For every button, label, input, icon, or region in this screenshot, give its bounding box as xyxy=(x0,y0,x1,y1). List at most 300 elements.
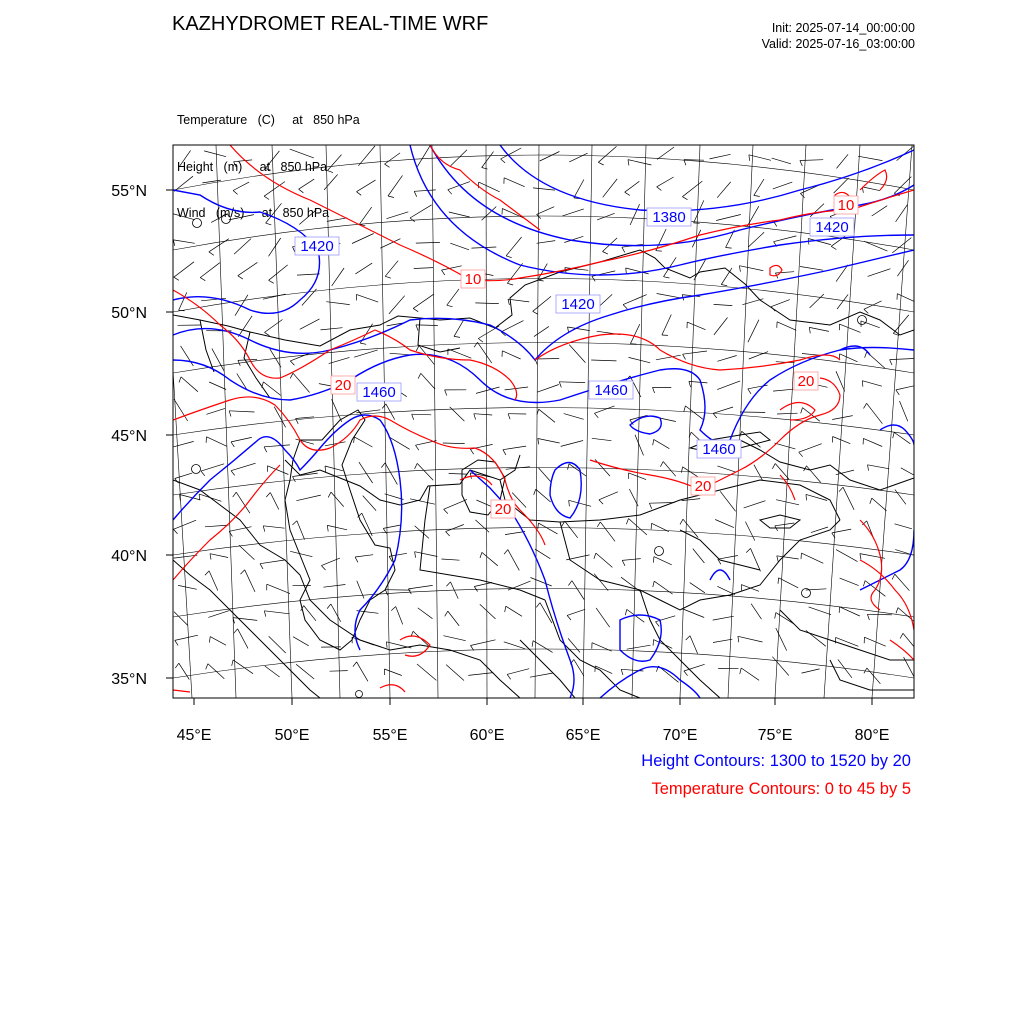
wind-barb xyxy=(263,382,280,396)
wind-barb-tick xyxy=(293,521,297,525)
wind-barb-tick xyxy=(863,581,865,587)
wind-barb-tick xyxy=(559,382,561,388)
wind-barb xyxy=(363,496,376,511)
wind-barb xyxy=(417,463,433,480)
height-contour-labels xyxy=(295,208,854,458)
wind-barb xyxy=(441,559,459,560)
wind-barb xyxy=(538,439,560,444)
wind-barb xyxy=(209,382,226,390)
wind-barb xyxy=(418,608,433,619)
wind-barb-tick xyxy=(893,432,895,438)
longitude-axis xyxy=(177,698,890,744)
wind-barb xyxy=(754,179,764,195)
wind-barb xyxy=(297,274,320,275)
wind-barb-tick xyxy=(470,449,473,454)
wind-barb xyxy=(264,182,285,197)
wind-barb xyxy=(600,522,615,541)
wind-barb-tick xyxy=(382,404,386,409)
wind-barb xyxy=(837,294,848,309)
wind-barb xyxy=(290,551,312,556)
latitude-axis xyxy=(111,183,173,688)
wind-barb-tick xyxy=(445,390,447,396)
wind-barb-tick xyxy=(651,523,652,529)
wind-barb-tick xyxy=(809,327,810,333)
wind-barb xyxy=(843,487,854,510)
wind-barb xyxy=(444,636,466,641)
wind-barb xyxy=(417,146,430,168)
wind-barb xyxy=(629,519,647,535)
svg-text:1420: 1420 xyxy=(561,296,595,313)
wind-barb xyxy=(201,464,224,471)
wind-barb xyxy=(591,360,616,361)
wind-barb xyxy=(385,463,397,485)
wind-barb-tick xyxy=(229,411,231,417)
wind-barb xyxy=(657,177,674,187)
wind-barb xyxy=(447,289,459,305)
wind-barb-tick xyxy=(508,299,509,305)
wind-barb-tick xyxy=(621,669,623,675)
wind-barb-tick xyxy=(263,526,265,532)
wind-barb xyxy=(895,574,910,591)
wind-barb-tick xyxy=(536,603,540,608)
wind-barb-tick xyxy=(680,519,683,524)
wind-barb-tick xyxy=(594,553,596,559)
wind-barb-tick xyxy=(412,414,414,420)
wind-barb-tick xyxy=(327,604,331,609)
wind-barb xyxy=(239,545,255,560)
wind-barb-tick xyxy=(474,587,477,592)
wind-barb xyxy=(713,639,732,642)
wind-barb xyxy=(533,641,553,653)
wind-barb-tick xyxy=(391,607,395,611)
wind-barb xyxy=(596,553,613,567)
wind-barb xyxy=(331,492,344,507)
wind-barb xyxy=(454,320,464,336)
wind-barb xyxy=(408,585,432,589)
wind-barb xyxy=(900,401,908,421)
wind-barb-tick xyxy=(508,414,510,420)
temp-label-20-northeast xyxy=(794,372,818,390)
wind-barb xyxy=(799,444,822,453)
wind-barb-tick xyxy=(266,493,270,498)
wind-barb-tick xyxy=(200,278,205,281)
wind-barb-tick xyxy=(232,660,233,666)
wind-barb xyxy=(235,295,248,316)
wind-barb-tick xyxy=(325,466,326,472)
wind-barb xyxy=(412,414,432,415)
wind-barb xyxy=(836,637,859,646)
wind-barb xyxy=(567,609,585,615)
wind-barb xyxy=(267,584,290,593)
wind-barb xyxy=(209,239,229,252)
wind-barb-tick xyxy=(682,197,687,200)
wind-barb-tick xyxy=(175,640,178,645)
wind-barb xyxy=(810,204,824,217)
wind-barb xyxy=(174,441,194,446)
wind-barb xyxy=(385,153,401,164)
wind-barb-tick xyxy=(865,352,867,358)
wind-barb-tick xyxy=(445,611,448,616)
wind-barb xyxy=(299,179,315,189)
svg-text:1380: 1380 xyxy=(652,209,686,226)
wind-barb-tick xyxy=(623,305,627,309)
wind-barb xyxy=(331,604,341,622)
wind-barb xyxy=(592,438,612,440)
wind-barb xyxy=(264,445,290,447)
wind-barb xyxy=(693,549,705,563)
wind-barb xyxy=(474,582,492,586)
wind-barb xyxy=(569,500,591,506)
wind-barb-tick xyxy=(386,590,388,596)
wind-barb xyxy=(212,349,224,372)
wind-barb xyxy=(657,147,674,159)
wind-barb xyxy=(450,243,469,250)
wind-barb-tick xyxy=(388,196,394,198)
wind-barb xyxy=(446,525,464,532)
wind-barb xyxy=(329,357,350,363)
init-time: Init: 2025-07-14_00:00:00 xyxy=(771,21,915,35)
wind-barb xyxy=(209,571,218,591)
wind-barb-tick xyxy=(179,377,181,383)
wind-barb xyxy=(299,210,316,225)
wind-barb-tick xyxy=(385,276,391,278)
wind-barb xyxy=(559,382,585,383)
wind-barb xyxy=(503,446,526,450)
temp-label-10-west xyxy=(461,270,485,288)
wind-barb xyxy=(872,498,887,511)
wind-barb-tick xyxy=(748,389,751,394)
wind-barb-tick xyxy=(328,492,331,497)
wind-barb xyxy=(572,581,584,600)
wind-barb xyxy=(383,525,401,529)
wind-barb-tick xyxy=(360,343,366,344)
wind-barb xyxy=(207,437,227,447)
wind-barb xyxy=(836,550,858,562)
wind-barb xyxy=(721,268,732,285)
wind-barb xyxy=(323,585,345,588)
wind-barb-tick xyxy=(444,509,448,513)
wind-barb-tick xyxy=(241,570,245,574)
wind-barb xyxy=(539,523,558,534)
wind-barb xyxy=(868,269,891,277)
wind-barb-tick xyxy=(507,674,511,679)
wind-barb xyxy=(535,359,559,360)
wind-barb xyxy=(569,153,587,162)
wind-barb xyxy=(751,604,761,620)
wind-barb xyxy=(654,439,670,448)
lon-tick-60: 60°E xyxy=(469,727,505,744)
wind-barb xyxy=(596,608,610,627)
wind-barb xyxy=(772,657,788,676)
wind-barb xyxy=(357,662,368,681)
wind-barb xyxy=(181,377,198,392)
wind-barb xyxy=(233,182,249,190)
wind-barb-tick xyxy=(355,557,358,562)
wind-barb xyxy=(533,296,551,311)
wind-barb xyxy=(774,236,797,242)
wind-barb xyxy=(229,411,254,412)
wind-barb-tick xyxy=(684,406,686,412)
wind-barb-tick xyxy=(408,589,411,594)
wind-barb xyxy=(506,606,522,616)
wind-barb xyxy=(837,154,849,168)
wind-barb xyxy=(745,522,754,541)
wind-barb-tick xyxy=(900,633,903,638)
wind-barb xyxy=(893,315,909,334)
wind-barb-tick xyxy=(209,252,214,256)
lat-tick-35: 35°N xyxy=(111,671,147,688)
wind-barb xyxy=(480,604,496,619)
wind-barb-tick xyxy=(474,414,476,420)
svg-text:20: 20 xyxy=(334,377,352,394)
wind-barb xyxy=(296,495,320,501)
wind-barb xyxy=(622,559,641,561)
wind-barb-tick xyxy=(413,308,418,311)
wind-barb xyxy=(479,182,500,192)
wind-barb xyxy=(623,295,647,305)
lon-tick-70: 70°E xyxy=(662,727,698,744)
wind-barb xyxy=(359,207,371,224)
wind-barb xyxy=(448,349,471,358)
wind-barb xyxy=(809,327,829,331)
wind-barb xyxy=(628,160,651,165)
wind-barb-tick xyxy=(664,277,670,278)
wind-barb xyxy=(421,373,435,389)
wind-barb xyxy=(890,358,916,359)
wind-barb-tick xyxy=(293,247,295,253)
wind-barb xyxy=(446,665,464,681)
wind-barb-tick xyxy=(269,280,274,283)
wind-barb-tick xyxy=(594,413,598,418)
wind-barb xyxy=(717,586,735,594)
wind-barb-tick xyxy=(260,564,263,569)
wind-barb-tick xyxy=(381,463,385,468)
wind-barb-tick xyxy=(442,270,445,275)
wind-barb xyxy=(265,320,283,333)
wind-barb xyxy=(388,175,403,196)
wind-barb xyxy=(717,356,736,362)
temp-label-20-west xyxy=(331,376,355,394)
wind-barb xyxy=(864,637,885,646)
field-height: Height (m) at 850 hPa xyxy=(177,159,328,174)
wind-barb-tick xyxy=(265,169,271,171)
wind-barb xyxy=(269,238,281,256)
wind-barb xyxy=(896,205,908,222)
svg-text:20: 20 xyxy=(694,478,712,495)
wind-barb xyxy=(290,149,314,158)
wind-barb-tick xyxy=(482,168,488,170)
wind-barb-tick xyxy=(264,611,266,617)
wind-barb-tick xyxy=(660,462,663,467)
wind-barb-tick xyxy=(206,664,208,670)
wind-barb xyxy=(245,570,255,592)
wind-barb-tick xyxy=(568,581,572,586)
temperature-legend: Temperature Contours: 0 to 45 by 5 xyxy=(651,780,911,798)
wind-barb xyxy=(504,178,525,187)
wind-barb-tick xyxy=(446,532,450,536)
wind-barb xyxy=(297,521,305,540)
wind-barb-tick xyxy=(416,445,419,450)
wind-barb-tick xyxy=(532,641,533,647)
wind-barb xyxy=(717,381,740,390)
wind-barb xyxy=(603,179,618,197)
wind-barb xyxy=(896,385,916,390)
wind-barb xyxy=(714,318,728,335)
wind-barb-tick xyxy=(896,608,898,614)
wind-barb xyxy=(231,437,252,442)
wind-barb-tick xyxy=(210,554,211,560)
wind-barb-tick xyxy=(231,442,234,447)
wind-barb xyxy=(210,637,226,646)
wind-barb-tick xyxy=(628,160,629,166)
wind-barb xyxy=(304,606,316,621)
wind-barb xyxy=(713,616,734,620)
wind-barb xyxy=(238,629,248,649)
wind-barb-tick xyxy=(625,609,627,615)
temperature-contour-labels xyxy=(331,196,858,518)
wind-barb xyxy=(627,645,651,649)
wind-barb-tick xyxy=(175,663,179,668)
wind-barb xyxy=(356,294,378,302)
wind-barb xyxy=(858,156,882,160)
wind-barb xyxy=(260,560,285,564)
wind-barb xyxy=(775,443,796,449)
wind-barb xyxy=(327,525,347,529)
wind-barb xyxy=(354,437,372,447)
wind-barb-tick xyxy=(505,606,506,612)
wind-barb-tick xyxy=(739,266,740,272)
wind-barb xyxy=(840,578,859,586)
wind-barb xyxy=(687,322,705,330)
wind-barb xyxy=(682,181,702,197)
wind-barb xyxy=(536,489,551,502)
wind-barb xyxy=(180,495,201,500)
wind-barb-tick xyxy=(173,240,174,246)
wind-barb xyxy=(662,315,671,336)
wind-barb xyxy=(234,239,251,255)
wind-barb-tick xyxy=(534,489,536,495)
wind-barb xyxy=(507,263,522,283)
wind-barb xyxy=(389,296,405,314)
wind-barb xyxy=(630,324,639,344)
wind-barb xyxy=(694,200,704,223)
wind-barb xyxy=(173,520,196,529)
wind-barb xyxy=(654,557,672,565)
wind-barb xyxy=(208,664,224,679)
wind-barb-tick xyxy=(622,560,625,565)
wind-barb-tick xyxy=(892,574,895,579)
wind-barb xyxy=(561,441,583,447)
wind-barb xyxy=(800,160,823,161)
wind-barb xyxy=(475,303,499,304)
map-title: KAZHYDROMET REAL-TIME WRF xyxy=(172,13,489,35)
wind-barb xyxy=(231,463,256,471)
wind-barb xyxy=(868,465,890,469)
wind-barb-tick xyxy=(657,187,662,191)
wind-barb-tick xyxy=(209,637,210,643)
wind-barb-tick xyxy=(238,276,243,279)
wind-barb xyxy=(324,175,338,190)
wind-barb-tick xyxy=(321,566,325,570)
wind-barb xyxy=(569,345,585,363)
wind-barb-tick xyxy=(454,336,460,337)
wind-barb xyxy=(714,304,733,305)
wind-barb xyxy=(238,262,258,275)
wind-barb-tick xyxy=(414,191,417,196)
wind-barb-tick xyxy=(173,529,177,533)
wind-barb-tick xyxy=(480,552,482,558)
wind-barb xyxy=(385,261,398,277)
wind-barb-tick xyxy=(357,192,362,196)
wind-barb-tick xyxy=(201,471,205,476)
wind-barb xyxy=(448,611,459,626)
wind-barb xyxy=(410,205,432,218)
wind-barb-tick xyxy=(806,494,807,500)
svg-text:20: 20 xyxy=(494,501,512,518)
wind-barb xyxy=(413,294,434,308)
wind-barb xyxy=(539,409,555,422)
temp-label-20-aral xyxy=(491,500,515,518)
wind-barb xyxy=(233,660,253,674)
wind-barb xyxy=(508,550,520,571)
wind-barb xyxy=(663,462,676,477)
wind-barb-tick xyxy=(860,554,861,560)
wind-barb-tick xyxy=(726,248,732,249)
wind-barb xyxy=(718,556,738,560)
wind-barb-tick xyxy=(533,311,538,314)
svg-text:1460: 1460 xyxy=(594,382,628,399)
wind-barb-tick xyxy=(293,477,296,482)
wind-barb xyxy=(715,520,734,528)
wind-barb-tick xyxy=(686,636,690,640)
wind-barb xyxy=(867,403,883,423)
wind-barb xyxy=(809,607,831,615)
wind-barb xyxy=(170,213,195,220)
lat-tick-40: 40°N xyxy=(111,548,147,565)
wind-barb xyxy=(537,241,556,244)
wind-barb-tick xyxy=(447,305,453,307)
wind-barb xyxy=(175,473,193,478)
wind-barb xyxy=(396,607,403,625)
wind-barb-tick xyxy=(772,464,775,469)
wind-barb xyxy=(416,242,440,243)
wind-barb-tick xyxy=(778,578,779,584)
wind-barb xyxy=(738,636,763,642)
svg-text:1420: 1420 xyxy=(300,238,334,255)
wind-barb xyxy=(539,468,551,482)
wind-barb xyxy=(564,414,584,420)
wind-barb-tick xyxy=(229,531,232,536)
wind-barb-tick xyxy=(418,373,421,378)
wind-barb xyxy=(390,353,410,354)
lat-tick-45: 45°N xyxy=(111,428,147,445)
wind-barb xyxy=(355,555,373,557)
wind-barb xyxy=(741,668,759,680)
wind-barb xyxy=(178,585,197,589)
wind-barb-tick xyxy=(478,339,483,343)
wind-barb-tick xyxy=(592,276,595,281)
wind-barb xyxy=(862,187,880,191)
wind-barb xyxy=(654,640,673,649)
meridian-lines xyxy=(160,145,912,698)
wind-barb-tick xyxy=(501,159,506,163)
wind-barb xyxy=(234,160,253,162)
wind-barb xyxy=(777,413,798,414)
wind-barb xyxy=(444,499,467,509)
wind-barb xyxy=(839,324,860,332)
svg-text:1460: 1460 xyxy=(702,441,736,458)
temp-label-20-central xyxy=(691,477,715,495)
